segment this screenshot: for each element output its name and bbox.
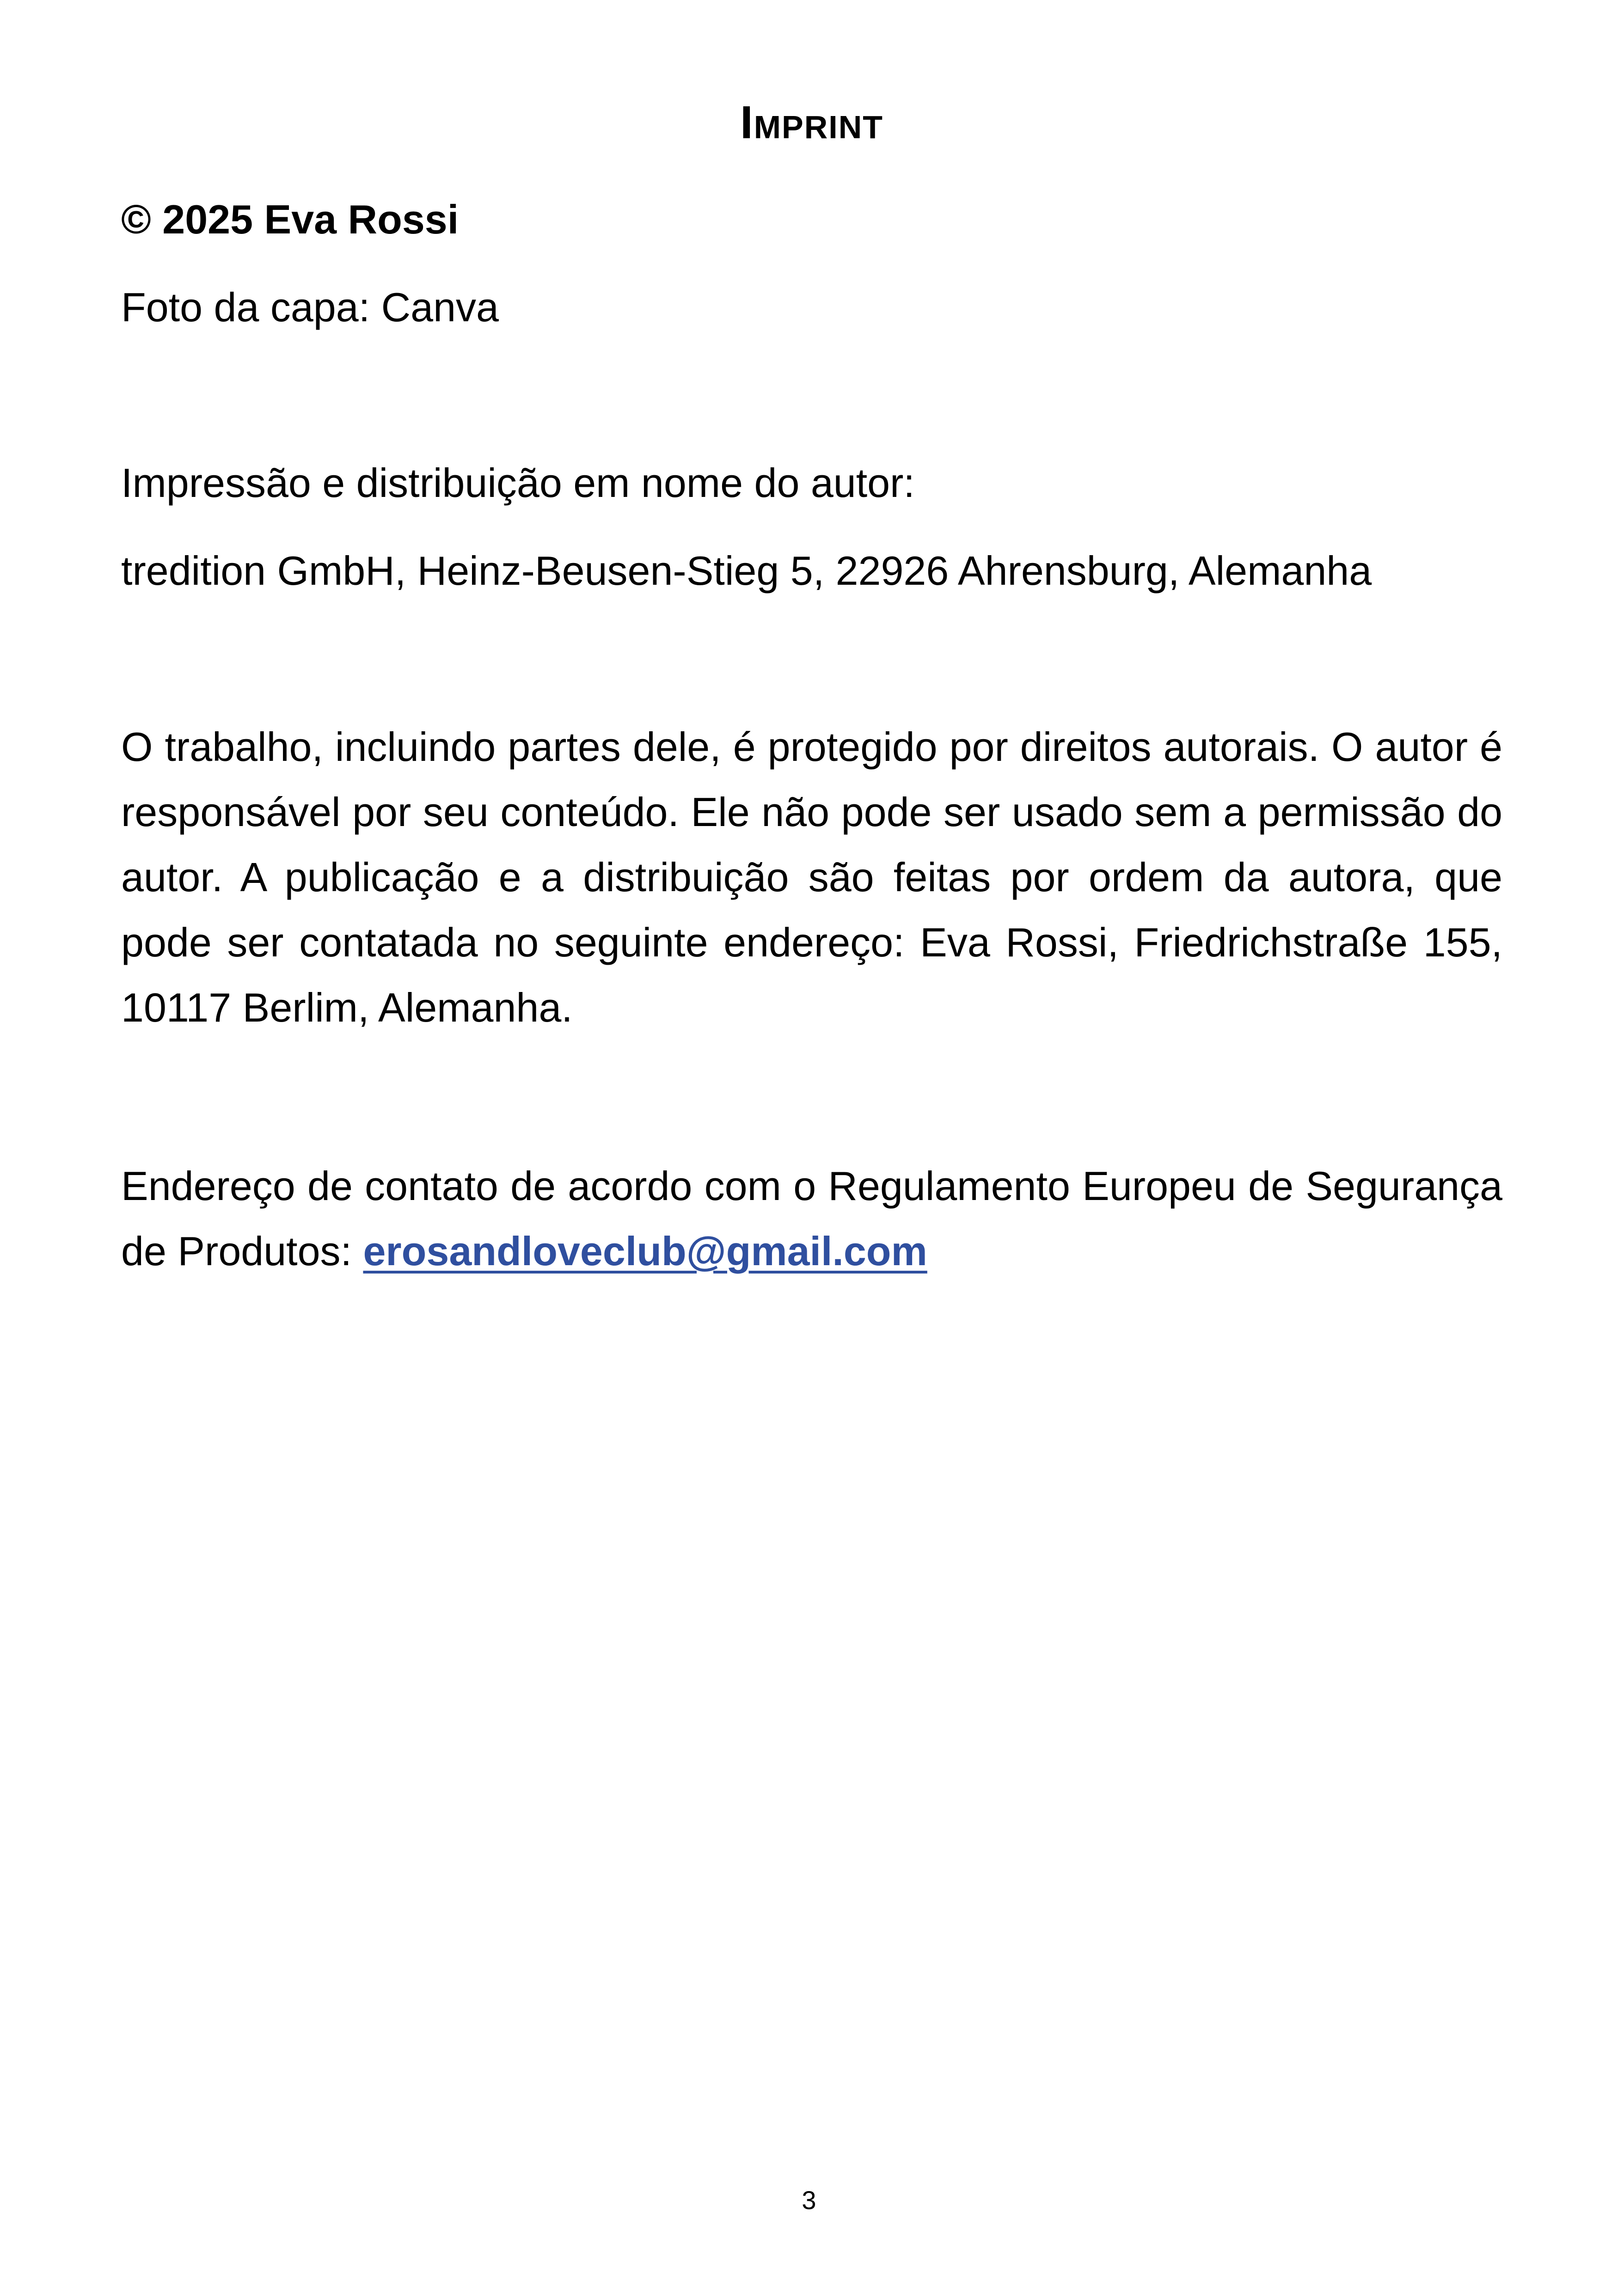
contact-text: Endereço de contato de acordo com o Regulamento Europeu de Segurança de Produtos: (121, 1163, 1502, 1274)
cover-photo-credit: Foto da capa: Canva (121, 284, 499, 330)
page-title: Imprint (740, 97, 884, 148)
contact-email-link[interactable]: erosandloveclub@gmail.com (363, 1228, 927, 1274)
printing-address: tredition GmbH, Heinz-Beusen-Stieg 5, 22926 Ahrensburg, Alemanha (121, 548, 1372, 594)
contact-paragraph (121, 1153, 1502, 1284)
rights-paragraph: O trabalho, incluindo partes dele, é protegido por direitos autorais. O autor é responsável por seu conteúdo. Ele não pode ser usado sem a permissão do autor. A publicação e a distribuição são feitas por ordem da autora, que pode ser contatada no seguinte endereço: Eva Rossi, Friedrichstraße 155, 10117 Berlim, Alemanha. (121, 724, 1502, 1030)
page-number: 3 (802, 2186, 816, 2215)
copyright-notice: © 2025 Eva Rossi (121, 196, 459, 242)
printing-label: Impressão e distribuição em nome do autor: (121, 460, 915, 506)
